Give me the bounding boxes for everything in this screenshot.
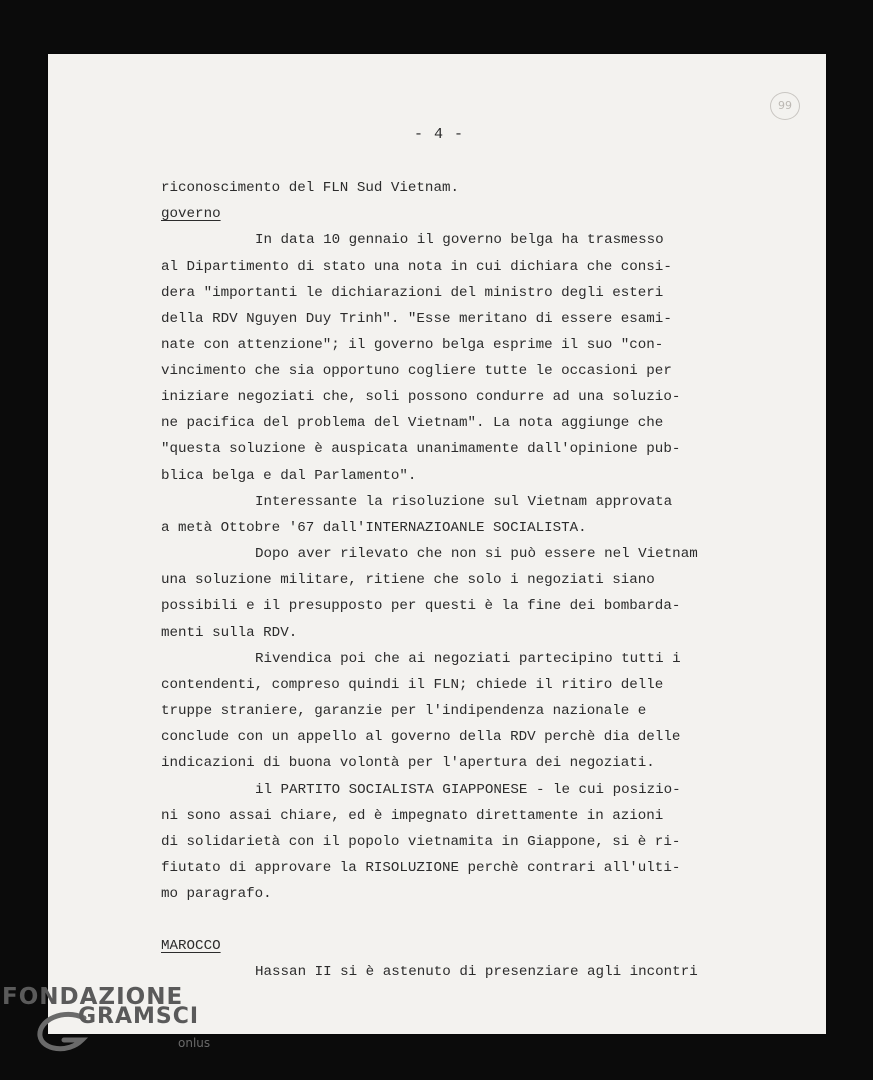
text-line: In data 10 gennaio il governo belga ha trasmesso	[255, 232, 664, 248]
text-line: al Dipartimento di stato una nota in cui dichiara che consi-	[161, 259, 672, 275]
text-line: vincimento che sia opportuno cogliere tutte le occasioni per	[161, 363, 672, 379]
archive-stamp: 99	[770, 92, 800, 120]
text-line: di solidarietà con il popolo vietnamita in Giappone, si è ri-	[161, 834, 681, 850]
text-line: il PARTITO SOCIALISTA GIAPPONESE - le cui posizio-	[255, 782, 681, 798]
text-line: truppe straniere, garanzie per l'indipendenza nazionale e	[161, 703, 647, 719]
text-line: Rivendica poi che ai negoziati partecipino tutti i	[255, 651, 681, 667]
text-line: ne pacifica del problema del Vietnam". La nota aggiunge che	[161, 415, 664, 431]
text-line: mo paragrafo.	[161, 886, 272, 902]
archive-watermark	[2, 984, 222, 1074]
section-heading: governo	[161, 206, 221, 222]
text-line: Hassan II si è astenuto di presenziare agli incontri	[255, 964, 698, 980]
text-line: a metà Ottobre '67 dall'INTERNAZIOANLE SOCIALISTA.	[161, 520, 587, 536]
text-line: indicazioni di buona volontà per l'apertura dei negoziati.	[161, 755, 655, 771]
watermark-name: GRAMSCI	[78, 1004, 200, 1029]
text-line: nate con attenzione"; il governo belga esprime il suo "con-	[161, 337, 664, 353]
text-line: possibili e il presupposto per questi è la fine dei bombarda-	[161, 598, 681, 614]
text-line: riconoscimento del FLN Sud Vietnam.	[161, 180, 459, 196]
text-line: Dopo aver rilevato che non si può essere nel Vietnam	[255, 546, 698, 562]
text-line: menti sulla RDV.	[161, 625, 298, 641]
text-line: blica belga e dal Parlamento".	[161, 468, 417, 484]
text-line: iniziare negoziati che, soli possono condurre ad una soluzio-	[161, 389, 681, 405]
watermark-suffix: onlus	[178, 1036, 211, 1050]
section-heading: MAROCCO	[161, 938, 221, 954]
text-line: ni sono assai chiare, ed è impegnato direttamente in azioni	[161, 808, 664, 824]
text-line: "questa soluzione è auspicata unanimamente dall'opinione pub-	[161, 441, 681, 457]
text-line: una soluzione militare, ritiene che solo i negoziati siano	[161, 572, 655, 588]
text-line: conclude con un appello al governo della RDV perchè dia delle	[161, 729, 681, 745]
page-number: - 4 -	[414, 126, 465, 143]
text-line: dera "importanti le dichiarazioni del ministro degli esteri	[161, 285, 664, 301]
watermark-title: FONDAZIONE	[2, 984, 184, 1010]
text-line: fiutato di approvare la RISOLUZIONE perchè contrari all'ulti-	[161, 860, 681, 876]
text-line: della RDV Nguyen Duy Trinh". "Esse meritano di essere esami-	[161, 311, 672, 327]
text-line: Interessante la risoluzione sul Vietnam approvata	[255, 494, 673, 510]
text-line: contendenti, compreso quindi il FLN; chiede il ritiro delle	[161, 677, 664, 693]
document-page	[48, 54, 826, 1034]
